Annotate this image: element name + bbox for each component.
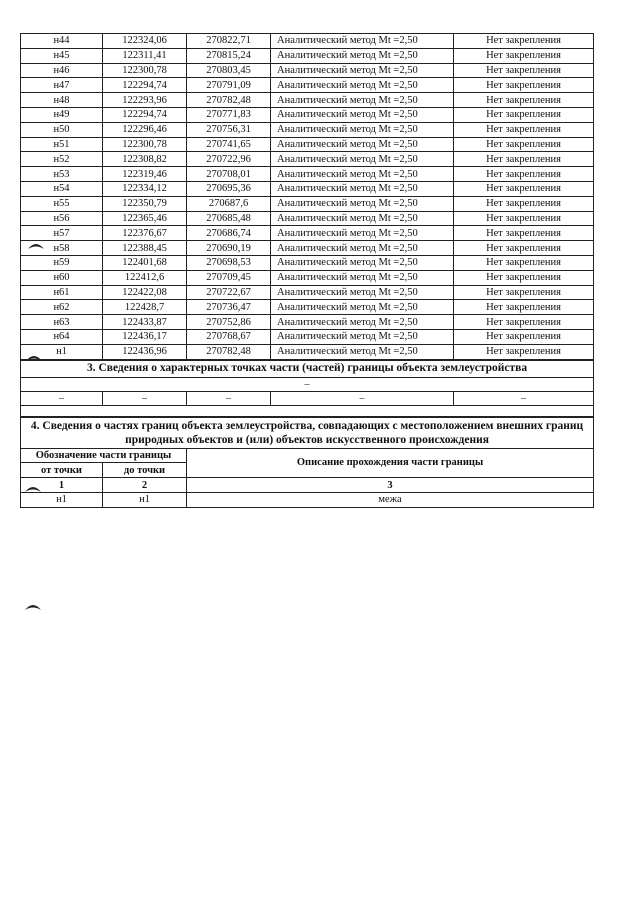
point-id-cell: н54: [21, 181, 103, 196]
column-number-1: 1: [21, 478, 103, 493]
y-coordinate-cell: 270822,71: [187, 34, 271, 49]
section4-title: 4. Сведения о частях границ объекта землеустройства, совпадающих с местоположением внешних границ природных объектов и (или) объектов искусственного происхождения: [21, 417, 594, 448]
fixing-cell: Нет закрепления: [454, 211, 594, 226]
document-sheet: [20, 33, 593, 508]
fixing-cell: Нет закрепления: [454, 226, 594, 241]
row-from-point: н1: [21, 492, 103, 507]
y-coordinate-cell: 270722,67: [187, 285, 271, 300]
x-coordinate-cell: 122436,96: [103, 344, 187, 359]
fixing-cell: Нет закрепления: [454, 152, 594, 167]
table-row: [21, 107, 594, 122]
table-row: [21, 181, 594, 196]
x-coordinate-cell: 122365,46: [103, 211, 187, 226]
method-cell: Аналитический метод Mt =2,50: [271, 211, 454, 226]
coordinates-table-body: [21, 34, 594, 360]
y-coordinate-cell: 270815,24: [187, 48, 271, 63]
method-cell: Аналитический метод Mt =2,50: [271, 137, 454, 152]
fixing-cell: Нет закрепления: [454, 285, 594, 300]
table-row: [21, 255, 594, 270]
spacer-row: [21, 405, 594, 416]
header-part-designation: Обозначение части границы: [21, 448, 187, 463]
x-coordinate-cell: 122319,46: [103, 167, 187, 182]
y-coordinate-cell: 270690,19: [187, 241, 271, 256]
x-coordinate-cell: 122412,6: [103, 270, 187, 285]
method-cell: Аналитический метод Mt =2,50: [271, 285, 454, 300]
coordinates-table: [20, 33, 594, 360]
y-coordinate-cell: 270771,83: [187, 107, 271, 122]
section4-table: [20, 417, 594, 508]
y-coordinate-cell: 270708,01: [187, 167, 271, 182]
x-coordinate-cell: 122294,74: [103, 78, 187, 93]
table-row: [21, 226, 594, 241]
y-coordinate-cell: 270768,67: [187, 329, 271, 344]
y-coordinate-cell: 270685,48: [187, 211, 271, 226]
table-row: [21, 344, 594, 359]
fixing-cell: Нет закрепления: [454, 48, 594, 63]
method-cell: Аналитический метод Mt =2,50: [271, 255, 454, 270]
table-row: [21, 285, 594, 300]
point-id-cell: н61: [21, 285, 103, 300]
fixing-cell: Нет закрепления: [454, 63, 594, 78]
fixing-cell: Нет закрепления: [454, 255, 594, 270]
x-coordinate-cell: 122334,12: [103, 181, 187, 196]
section3-center-dash: –: [21, 377, 594, 391]
x-coordinate-cell: 122428,7: [103, 300, 187, 315]
table-row: [21, 300, 594, 315]
y-coordinate-cell: 270756,31: [187, 122, 271, 137]
section3-table: [20, 360, 594, 417]
y-coordinate-cell: 270736,47: [187, 300, 271, 315]
table-row: [21, 270, 594, 285]
method-cell: Аналитический метод Mt =2,50: [271, 270, 454, 285]
method-cell: Аналитический метод Mt =2,50: [271, 48, 454, 63]
header-description: Описание прохождения части границы: [187, 448, 594, 478]
punch-mark-icon: [27, 240, 45, 250]
x-coordinate-cell: 122300,78: [103, 63, 187, 78]
fixing-cell: Нет закрепления: [454, 122, 594, 137]
method-cell: Аналитический метод Mt =2,50: [271, 241, 454, 256]
row-to-point: н1: [103, 492, 187, 507]
x-coordinate-cell: 122401,68: [103, 255, 187, 270]
y-coordinate-cell: 270791,09: [187, 78, 271, 93]
fixing-cell: Нет закрепления: [454, 167, 594, 182]
method-cell: Аналитический метод Mt =2,50: [271, 300, 454, 315]
header-from-point: от точки: [21, 463, 103, 478]
method-cell: Аналитический метод Mt =2,50: [271, 315, 454, 330]
point-id-cell: н64: [21, 329, 103, 344]
header-to-point: до точки: [103, 463, 187, 478]
table-row: [21, 93, 594, 108]
point-id-cell: н46: [21, 63, 103, 78]
method-cell: Аналитический метод Mt =2,50: [271, 78, 454, 93]
section3-dash-cell: –: [454, 391, 594, 405]
method-cell: Аналитический метод Mt =2,50: [271, 329, 454, 344]
point-id-cell: н57: [21, 226, 103, 241]
fixing-cell: Нет закрепления: [454, 196, 594, 211]
x-coordinate-cell: 122324,06: [103, 34, 187, 49]
method-cell: Аналитический метод Mt =2,50: [271, 107, 454, 122]
point-id-cell: н51: [21, 137, 103, 152]
x-coordinate-cell: 122300,78: [103, 137, 187, 152]
point-id-cell: н48: [21, 93, 103, 108]
section3-dash-cell: –: [187, 391, 271, 405]
section3-title: 3. Сведения о характерных точках части (частей) границы объекта землеустройства: [21, 360, 594, 377]
fixing-cell: Нет закрепления: [454, 78, 594, 93]
table-row: [21, 152, 594, 167]
method-cell: Аналитический метод Mt =2,50: [271, 63, 454, 78]
point-id-cell: н53: [21, 167, 103, 182]
point-id-cell: н1: [21, 344, 103, 359]
table-row: [21, 137, 594, 152]
point-id-cell: н56: [21, 211, 103, 226]
method-cell: Аналитический метод Mt =2,50: [271, 93, 454, 108]
method-cell: Аналитический метод Mt =2,50: [271, 167, 454, 182]
x-coordinate-cell: 122296,46: [103, 122, 187, 137]
y-coordinate-cell: 270698,53: [187, 255, 271, 270]
fixing-cell: Нет закрепления: [454, 107, 594, 122]
table-row: [21, 78, 594, 93]
x-coordinate-cell: 122311,41: [103, 48, 187, 63]
section3-dash-cell: –: [21, 391, 103, 405]
y-coordinate-cell: 270803,45: [187, 63, 271, 78]
y-coordinate-cell: 270686,74: [187, 226, 271, 241]
punch-mark-icon: [25, 352, 43, 362]
table-row: [21, 211, 594, 226]
y-coordinate-cell: 270695,36: [187, 181, 271, 196]
section3-dash-cell: –: [103, 391, 187, 405]
point-id-cell: н60: [21, 270, 103, 285]
y-coordinate-cell: 270687,6: [187, 196, 271, 211]
table-row: [21, 167, 594, 182]
section3-dash-cell: –: [271, 391, 454, 405]
table-row: [21, 329, 594, 344]
table-row: [21, 34, 594, 49]
method-cell: Аналитический метод Mt =2,50: [271, 196, 454, 211]
table-row: [21, 48, 594, 63]
point-id-cell: н59: [21, 255, 103, 270]
x-coordinate-cell: 122293,96: [103, 93, 187, 108]
point-id-cell: н44: [21, 34, 103, 49]
punch-mark-icon: [24, 483, 42, 493]
point-id-cell: н58: [21, 241, 103, 256]
x-coordinate-cell: 122350,79: [103, 196, 187, 211]
fixing-cell: Нет закрепления: [454, 181, 594, 196]
point-id-cell: н50: [21, 122, 103, 137]
method-cell: Аналитический метод Mt =2,50: [271, 181, 454, 196]
fixing-cell: Нет закрепления: [454, 329, 594, 344]
x-coordinate-cell: 122376,67: [103, 226, 187, 241]
y-coordinate-cell: 270709,45: [187, 270, 271, 285]
fixing-cell: Нет закрепления: [454, 137, 594, 152]
x-coordinate-cell: 122436,17: [103, 329, 187, 344]
x-coordinate-cell: 122422,08: [103, 285, 187, 300]
fixing-cell: Нет закрепления: [454, 241, 594, 256]
x-coordinate-cell: 122433,87: [103, 315, 187, 330]
table-row: [21, 63, 594, 78]
method-cell: Аналитический метод Mt =2,50: [271, 34, 454, 49]
point-id-cell: н49: [21, 107, 103, 122]
y-coordinate-cell: 270741,65: [187, 137, 271, 152]
table-row: [21, 122, 594, 137]
table-row: [21, 241, 594, 256]
column-number-3: 3: [187, 478, 594, 493]
point-id-cell: н55: [21, 196, 103, 211]
y-coordinate-cell: 270752,86: [187, 315, 271, 330]
y-coordinate-cell: 270782,48: [187, 344, 271, 359]
method-cell: Аналитический метод Mt =2,50: [271, 152, 454, 167]
row-description: межа: [187, 492, 594, 507]
fixing-cell: Нет закрепления: [454, 300, 594, 315]
point-id-cell: н63: [21, 315, 103, 330]
fixing-cell: Нет закрепления: [454, 34, 594, 49]
fixing-cell: Нет закрепления: [454, 344, 594, 359]
fixing-cell: Нет закрепления: [454, 270, 594, 285]
method-cell: Аналитический метод Mt =2,50: [271, 122, 454, 137]
column-number-2: 2: [103, 478, 187, 493]
point-id-cell: н52: [21, 152, 103, 167]
x-coordinate-cell: 122308,82: [103, 152, 187, 167]
point-id-cell: н47: [21, 78, 103, 93]
y-coordinate-cell: 270782,48: [187, 93, 271, 108]
table-row: [21, 315, 594, 330]
y-coordinate-cell: 270722,96: [187, 152, 271, 167]
method-cell: Аналитический метод Mt =2,50: [271, 226, 454, 241]
table-row: [21, 196, 594, 211]
punch-mark-icon: [24, 601, 42, 611]
x-coordinate-cell: 122294,74: [103, 107, 187, 122]
point-id-cell: н62: [21, 300, 103, 315]
method-cell: Аналитический метод Mt =2,50: [271, 344, 454, 359]
fixing-cell: Нет закрепления: [454, 93, 594, 108]
fixing-cell: Нет закрепления: [454, 315, 594, 330]
point-id-cell: н45: [21, 48, 103, 63]
x-coordinate-cell: 122388,45: [103, 241, 187, 256]
